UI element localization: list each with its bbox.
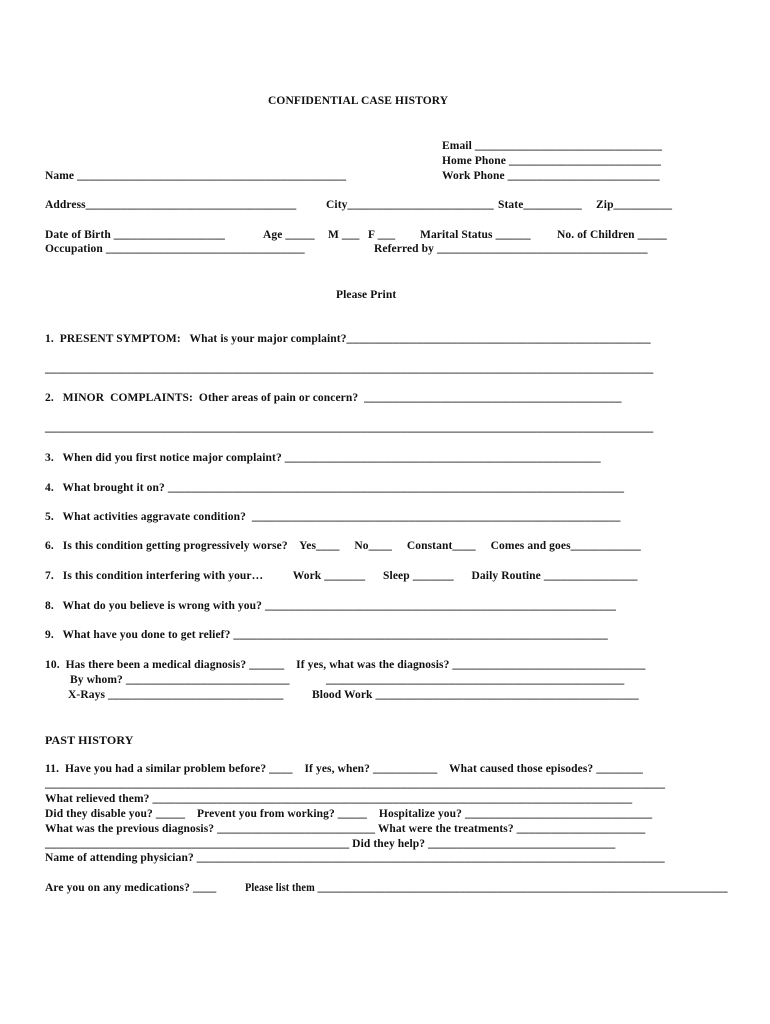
q11-similar-problem[interactable]: 11. Have you had a similar problem before? ____ If yes, when? ___________ What caused those episodes? ________ <box>45 763 644 775</box>
q2-minor-complaints[interactable]: 2. MINOR COMPLAINTS: Other areas of pain or concern? ____________________________________________ <box>45 392 622 404</box>
q1-present-symptom[interactable]: 1. PRESENT SYMPTOM: What is your major complaint?____________________________________________________ <box>45 333 651 345</box>
q2-answer-line[interactable]: ________________________________________________________________________________________________________ <box>45 422 654 434</box>
female-field[interactable]: F ___ <box>368 229 396 241</box>
state-field[interactable]: State__________ <box>498 199 582 211</box>
q1-answer-line[interactable]: ________________________________________________________________________________________________________ <box>45 363 654 375</box>
form-title: CONFIDENTIAL CASE HISTORY <box>268 95 449 107</box>
past-history-heading: PAST HISTORY <box>45 733 134 747</box>
name-field[interactable]: Name ______________________________________________ <box>45 170 347 182</box>
work-phone-field[interactable]: Work Phone __________________________ <box>442 170 660 182</box>
q5-aggravate[interactable]: 5. What activities aggravate condition? _______________________________________________________________ <box>45 511 621 523</box>
zip-field[interactable]: Zip__________ <box>596 199 673 211</box>
previous-diagnosis-field[interactable]: What was the previous diagnosis? ___________________________ What were the treatments? ______________________ <box>45 823 646 835</box>
q10-blood-work[interactable]: Blood Work _____________________________________________ <box>312 689 639 701</box>
q7-interfering[interactable]: 7. Is this condition interfering with your… Work _______ Sleep _______ Daily Routine ________________ <box>45 570 638 582</box>
home-phone-field[interactable]: Home Phone __________________________ <box>442 155 661 167</box>
please-print-note: Please Print <box>336 289 397 301</box>
q10-diagnosis[interactable]: 10. Has there been a medical diagnosis? ______ If yes, what was the diagnosis? _________________________________ <box>45 659 646 671</box>
age-field[interactable]: Age _____ <box>263 229 315 241</box>
q10-diagnosis-line[interactable]: ___________________________________________________ <box>326 674 625 686</box>
q3-first-notice[interactable]: 3. When did you first notice major complaint? ______________________________________________________ <box>45 452 601 464</box>
q9-relief[interactable]: 9. What have you done to get relief? ________________________________________________________________ <box>45 629 608 641</box>
referred-by-field[interactable]: Referred by ____________________________________ <box>374 243 648 255</box>
address-field[interactable]: Address____________________________________ <box>45 199 297 211</box>
q8-believe-wrong[interactable]: 8. What do you believe is wrong with you? ____________________________________________________________ <box>45 600 616 612</box>
city-field[interactable]: City_________________________ <box>326 199 494 211</box>
attending-physician-field[interactable]: Name of attending physician? ________________________________________________________________________________ <box>45 852 665 864</box>
q11-answer-line[interactable]: __________________________________________________________________________________________________________ <box>45 778 666 790</box>
did-they-help-field[interactable]: ____________________________________________________ Did they help? ________________________________ <box>45 838 616 850</box>
q6-progressively-worse[interactable]: 6. Is this condition getting progressively worse? Yes____ No____ Constant____ Comes and goes____________ <box>45 540 641 552</box>
male-field[interactable]: M ___ <box>328 229 360 241</box>
medications-field[interactable]: Are you on any medications? ____ <box>45 882 217 894</box>
q4-brought-on[interactable]: 4. What brought it on? ______________________________________________________________________________ <box>45 482 625 494</box>
marital-status-field[interactable]: Marital Status ______ <box>420 229 531 241</box>
q10-xrays[interactable]: X-Rays ______________________________ <box>68 689 284 701</box>
q10-by-whom[interactable]: By whom? ____________________________ <box>70 674 290 686</box>
medications-list-field[interactable]: Please list them ______________________________________________________________________________ <box>245 882 728 894</box>
disable-field[interactable]: Did they disable you? _____ Prevent you from working? _____ Hospitalize you? ________________________________ <box>45 808 653 820</box>
occupation-field[interactable]: Occupation __________________________________ <box>45 243 305 255</box>
relieved-field[interactable]: What relieved them? __________________________________________________________________________________ <box>45 793 633 805</box>
children-field[interactable]: No. of Children _____ <box>557 229 667 241</box>
email-field[interactable]: Email ________________________________ <box>442 140 663 152</box>
dob-field[interactable]: Date of Birth ___________________ <box>45 229 225 241</box>
